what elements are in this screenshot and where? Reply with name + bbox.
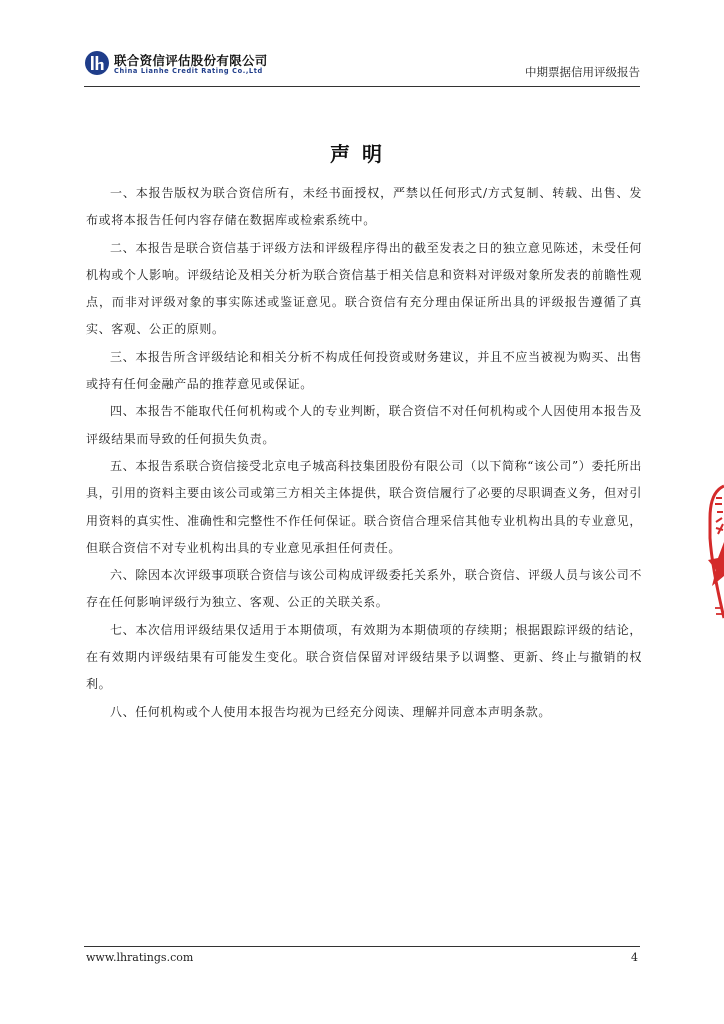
page-title: 声明 [330, 142, 394, 166]
declaration-body [86, 180, 642, 726]
company-name-cn: 联合资信评估股份有限公司 [114, 53, 268, 68]
declaration-paragraph-1: 一、本报告版权为联合资信所有，未经书面授权，严禁以任何形式/方式复制、转载、出售、发布或将本报告任何内容存储在数据库或检索系统中。 [86, 186, 642, 228]
footer-divider [84, 946, 640, 947]
declaration-paragraph-5: 五、本报告系联合资信接受北京电子城高科技集团股份有限公司（以下简称“该公司”）委托所出具，引用的资料主要由该公司或第三方相关主体提供，联合资信履行了必要的尽职调查义务，但对引用资料的真实性、准确性和完整性不作任何保证。联合资信合理采信其他专业机构出具的专业意见，但联合资信不对专业机构出具的专业意见承担任何责任。 [86, 458, 642, 555]
page-header [84, 48, 640, 86]
declaration-paragraph-2: 二、本报告是联合资信基于评级方法和评级程序得出的截至发表之日的独立意见陈述，未受任何机构或个人影响。评级结论及相关分析为联合资信基于相关信息和资料对评级对象所发表的前瞻性观点，而非对评级对象的事实陈述或鉴证意见。联合资信有充分理由保证所出具的评级报告遵循了真实、客观、公正的原则。 [86, 240, 642, 337]
company-name-en: China Lianhe Credit Rating Co.,Ltd [114, 67, 263, 75]
partial-red-seal-stamp-icon [706, 478, 724, 628]
declaration-paragraph-6: 六、除因本次评级事项联合资信与该公司构成评级委托关系外，联合资信、评级人员与该公司不存在任何影响评级行为独立、客观、公正的关联关系。 [86, 568, 642, 610]
header-divider [84, 86, 640, 87]
declaration-paragraph-7: 七、本次信用评级结果仅适用于本期债项，有效期为本期债项的存续期；根据跟踪评级的结论，在有效期内评级结果有可能发生变化。联合资信保留对评级结果予以调整、更新、终止与撤销的权利。 [86, 622, 642, 692]
page-number: 4 [631, 951, 638, 964]
lianhe-logo-icon [84, 50, 110, 76]
declaration-paragraph-8: 八、任何机构或个人使用本报告均视为已经充分阅读、理解并同意本声明条款。 [110, 704, 552, 719]
declaration-paragraph-4: 四、本报告不能取代任何机构或个人的专业判断，联合资信不对任何机构或个人因使用本报告及评级结果而导致的任何损失负责。 [86, 404, 642, 446]
footer-website: www.lhratings.com [86, 951, 194, 964]
report-type-label: 中期票据信用评级报告 [525, 65, 640, 79]
declaration-paragraph-3: 三、本报告所含评级结论和相关分析不构成任何投资或财务建议，并且不应当被视为购买、出售或持有任何金融产品的推荐意见或保证。 [86, 349, 642, 392]
